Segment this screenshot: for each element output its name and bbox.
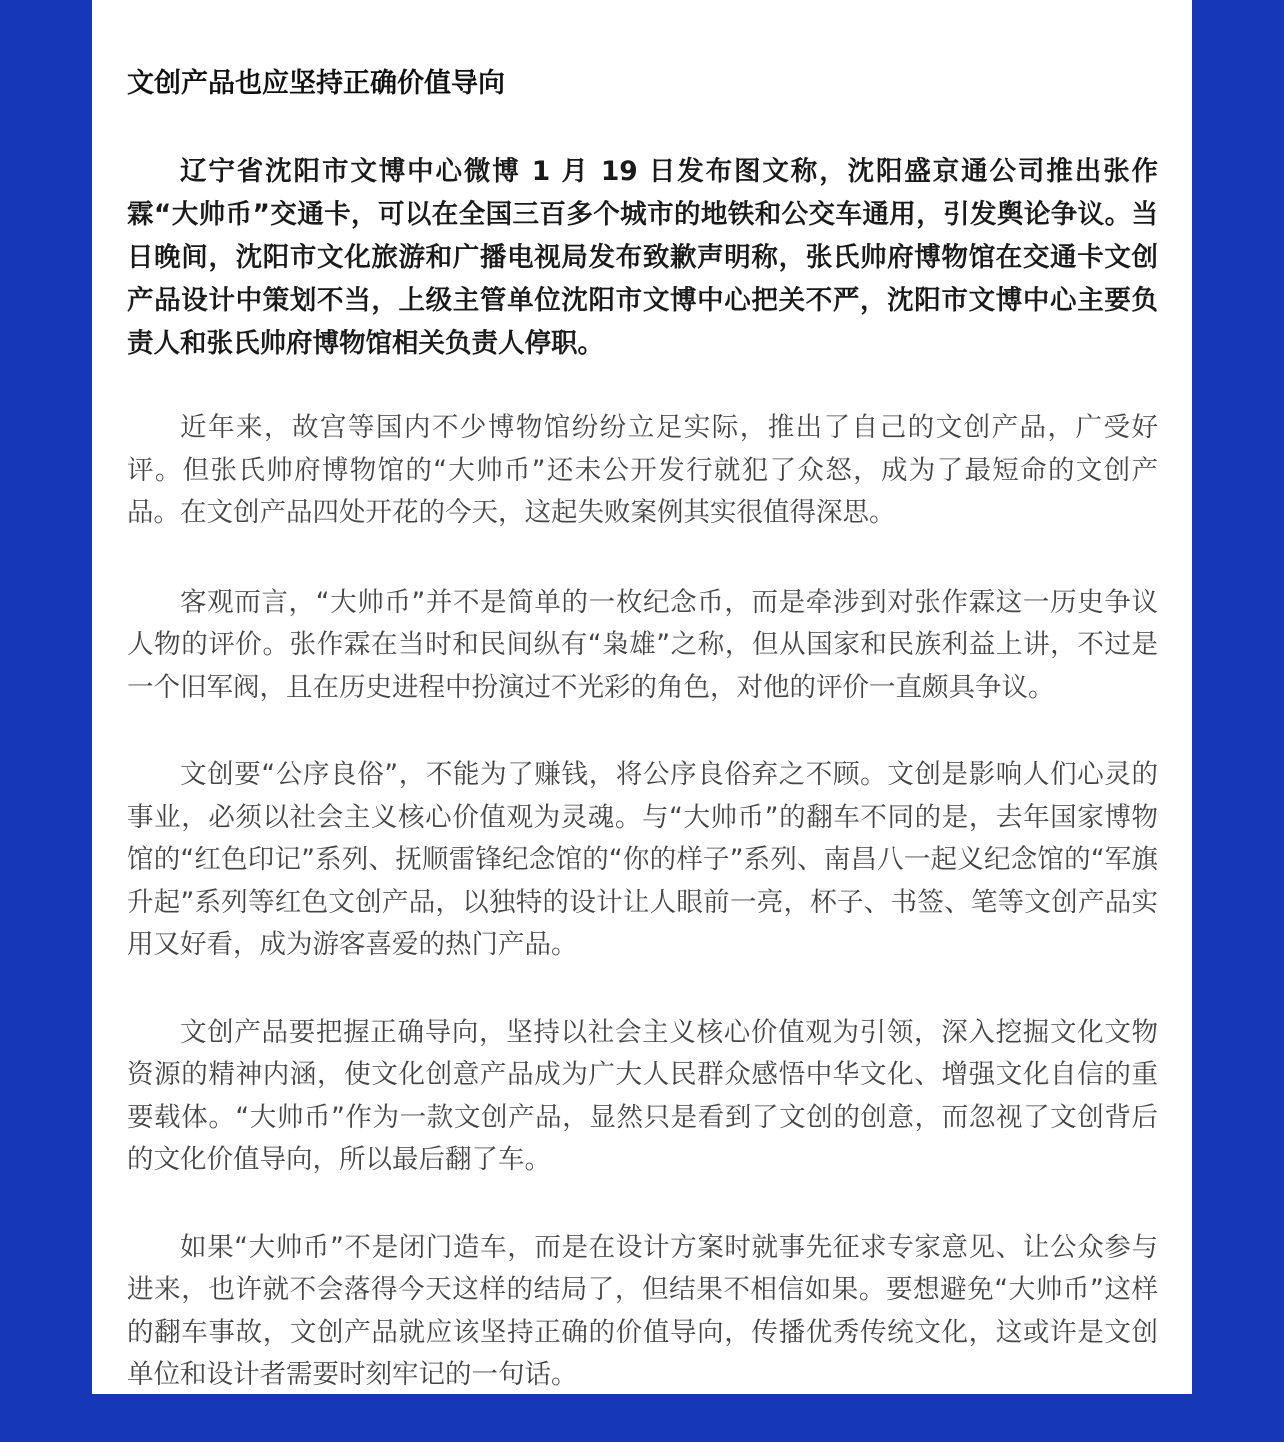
article-content (127, 62, 1158, 1442)
body-paragraph-4: 文创产品要把握正确导向，坚持以社会主义核心价值观为引领，深入挖掘文化文物资源的精神内涵，使文化创意产品成为广大人民群众感悟中华文化、增强文化自信的重要载体。“大帅币”作为一款文创产品，显然只是看到了文创的创意，而忽视了文创背后的文化价值导向，所以最后翻了车。 (127, 1016, 1158, 1175)
body-paragraph-5: 如果“大帅币”不是闭门造车，而是在设计方案时就事先征求专家意见、让公众参与进来，也许就不会落得今天这样的结局了，但结果不相信如果。要想避免“大帅币”这样的翻车事故，文创产品就应该坚持正确的价值导向，传播优秀传统文化，这或许是文创单位和设计者需要时刻牢记的一句话。 (127, 1231, 1158, 1390)
article-page (92, 0, 1192, 1394)
article-title: 文创产品也应坚持正确价值导向 (127, 68, 505, 99)
body-paragraph-3: 文创要“公序良俗”，不能为了赚钱，将公序良俗弃之不顾。文创是影响人们心灵的事业，必须以社会主义核心价值观为灵魂。与“大帅币”的翻车不同的是，去年国家博物馆的“红色印记”系列、抚顺雷锋纪念馆的“你的样子”系列、南昌八一起义纪念馆的“军旗升起”系列等红色文创产品，以独特的设计让人眼前一亮，杯子、书签、笔等文创产品实用又好看，成为游客喜爱的热门产品。 (127, 759, 1158, 960)
body-paragraph-2: 客观而言，“大帅币”并不是简单的一枚纪念币，而是牵涉到对张作霖这一历史争议人物的评价。张作霖在当时和民间纵有“枭雄”之称，但从国家和民族利益上讲，不过是一个旧军阀，且在历史进程中扮演过不光彩的角色，对他的评价一直颇具争议。 (127, 586, 1158, 703)
body-paragraph-1: 近年来，故宫等国内不少博物馆纷纷立足实际，推出了自己的文创产品，广受好评。但张氏帅府博物馆的“大帅币”还未公开发行就犯了众怒，成为了最短命的文创产品。在文创产品四处开花的今天，这起失败案例其实很值得深思。 (127, 412, 1158, 528)
lead-paragraph: 辽宁省沈阳市文博中心微博 1 月 19 日发布图文称，沈阳盛京通公司推出张作霖“大帅币”交通卡，可以在全国三百多个城市的地铁和公交车通用，引发舆论争议。当日晚间，沈阳市文化旅游和广播电视局发布致歉声明称，张氏帅府博物馆在交通卡文创产品设计中策划不当，上级主管单位沈阳市文博中心把关不严，沈阳市文博中心主要负责人和张氏帅府博物馆相关负责人停职。 (127, 156, 1158, 359)
